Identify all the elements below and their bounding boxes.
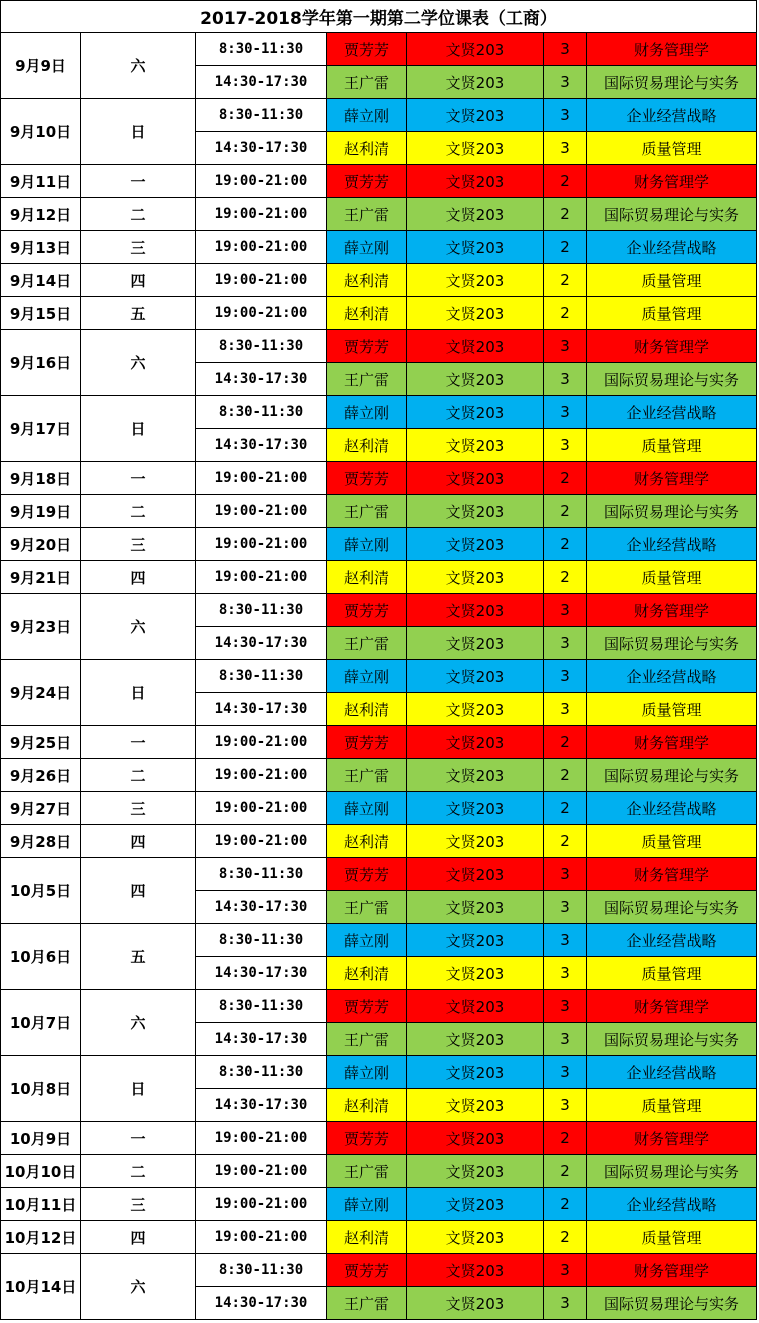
- time-cell: 19:00-21:00: [196, 1221, 327, 1254]
- weekday-cell: 一: [81, 726, 196, 759]
- teacher-cell: 贾芳芳: [327, 33, 407, 66]
- course-cell: 财务管理学: [587, 726, 757, 759]
- time-cell: 19:00-21:00: [196, 198, 327, 231]
- hours-cell: 3: [544, 1056, 587, 1089]
- teacher-cell: 薛立刚: [327, 1056, 407, 1089]
- teacher-cell: 王广雷: [327, 363, 407, 396]
- hours-cell: 3: [544, 1287, 587, 1320]
- room-cell: 文贤203: [407, 1188, 544, 1221]
- hours-cell: 3: [544, 957, 587, 990]
- hours-cell: 3: [544, 429, 587, 462]
- time-cell: 19:00-21:00: [196, 462, 327, 495]
- course-cell: 财务管理学: [587, 1122, 757, 1155]
- teacher-cell: 王广雷: [327, 759, 407, 792]
- hours-cell: 2: [544, 759, 587, 792]
- hours-cell: 3: [544, 33, 587, 66]
- room-cell: 文贤203: [407, 759, 544, 792]
- course-cell: 质量管理: [587, 1221, 757, 1254]
- hours-cell: 3: [544, 990, 587, 1023]
- room-cell: 文贤203: [407, 132, 544, 165]
- time-cell: 19:00-21:00: [196, 561, 327, 594]
- teacher-cell: 薛立刚: [327, 660, 407, 693]
- date-cell: 9月10日: [0, 99, 81, 165]
- teacher-cell: 薛立刚: [327, 396, 407, 429]
- course-cell: 财务管理学: [587, 594, 757, 627]
- course-cell: 国际贸易理论与实务: [587, 1155, 757, 1188]
- weekday-cell: 六: [81, 1254, 196, 1320]
- time-cell: 19:00-21:00: [196, 1122, 327, 1155]
- room-cell: 文贤203: [407, 231, 544, 264]
- teacher-cell: 赵利清: [327, 693, 407, 726]
- course-cell: 财务管理学: [587, 33, 757, 66]
- weekday-cell: 三: [81, 231, 196, 264]
- time-cell: 14:30-17:30: [196, 627, 327, 660]
- date-cell: 10月7日: [0, 990, 81, 1056]
- weekday-cell: 六: [81, 990, 196, 1056]
- time-cell: 8:30-11:30: [196, 396, 327, 429]
- room-cell: 文贤203: [407, 396, 544, 429]
- course-cell: 质量管理: [587, 693, 757, 726]
- course-cell: 质量管理: [587, 561, 757, 594]
- hours-cell: 3: [544, 693, 587, 726]
- weekday-cell: 二: [81, 198, 196, 231]
- teacher-cell: 赵利清: [327, 1089, 407, 1122]
- course-cell: 企业经营战略: [587, 396, 757, 429]
- hours-cell: 2: [544, 264, 587, 297]
- hours-cell: 3: [544, 363, 587, 396]
- date-cell: 9月9日: [0, 33, 81, 99]
- hours-cell: 2: [544, 726, 587, 759]
- course-cell: 国际贸易理论与实务: [587, 1287, 757, 1320]
- date-cell: 9月23日: [0, 594, 81, 660]
- weekday-cell: 日: [81, 99, 196, 165]
- teacher-cell: 赵利清: [327, 825, 407, 858]
- hours-cell: 3: [544, 594, 587, 627]
- room-cell: 文贤203: [407, 330, 544, 363]
- date-cell: 10月11日: [0, 1188, 81, 1221]
- weekday-cell: 三: [81, 528, 196, 561]
- hours-cell: 2: [544, 231, 587, 264]
- teacher-cell: 薛立刚: [327, 792, 407, 825]
- hours-cell: 2: [544, 825, 587, 858]
- room-cell: 文贤203: [407, 561, 544, 594]
- weekday-cell: 四: [81, 1221, 196, 1254]
- time-cell: 14:30-17:30: [196, 132, 327, 165]
- teacher-cell: 赵利清: [327, 561, 407, 594]
- weekday-cell: 二: [81, 1155, 196, 1188]
- time-cell: 14:30-17:30: [196, 363, 327, 396]
- course-cell: 财务管理学: [587, 990, 757, 1023]
- hours-cell: 3: [544, 627, 587, 660]
- time-cell: 8:30-11:30: [196, 858, 327, 891]
- course-cell: 国际贸易理论与实务: [587, 1023, 757, 1056]
- teacher-cell: 赵利清: [327, 429, 407, 462]
- weekday-cell: 一: [81, 462, 196, 495]
- hours-cell: 3: [544, 858, 587, 891]
- course-cell: 质量管理: [587, 825, 757, 858]
- hours-cell: 3: [544, 891, 587, 924]
- teacher-cell: 贾芳芳: [327, 858, 407, 891]
- teacher-cell: 赵利清: [327, 132, 407, 165]
- course-cell: 质量管理: [587, 957, 757, 990]
- date-cell: 10月12日: [0, 1221, 81, 1254]
- date-cell: 9月28日: [0, 825, 81, 858]
- weekday-cell: 四: [81, 858, 196, 924]
- room-cell: 文贤203: [407, 627, 544, 660]
- hours-cell: 2: [544, 1122, 587, 1155]
- room-cell: 文贤203: [407, 594, 544, 627]
- hours-cell: 2: [544, 1188, 587, 1221]
- room-cell: 文贤203: [407, 825, 544, 858]
- date-cell: 9月19日: [0, 495, 81, 528]
- date-cell: 9月24日: [0, 660, 81, 726]
- time-cell: 19:00-21:00: [196, 792, 327, 825]
- hours-cell: 3: [544, 99, 587, 132]
- teacher-cell: 贾芳芳: [327, 462, 407, 495]
- course-cell: 国际贸易理论与实务: [587, 66, 757, 99]
- course-cell: 质量管理: [587, 132, 757, 165]
- course-cell: 国际贸易理论与实务: [587, 627, 757, 660]
- weekday-cell: 二: [81, 759, 196, 792]
- teacher-cell: 王广雷: [327, 495, 407, 528]
- time-cell: 14:30-17:30: [196, 66, 327, 99]
- date-cell: 9月27日: [0, 792, 81, 825]
- time-cell: 8:30-11:30: [196, 660, 327, 693]
- teacher-cell: 薛立刚: [327, 924, 407, 957]
- room-cell: 文贤203: [407, 957, 544, 990]
- course-cell: 企业经营战略: [587, 1056, 757, 1089]
- time-cell: 19:00-21:00: [196, 825, 327, 858]
- room-cell: 文贤203: [407, 264, 544, 297]
- teacher-cell: 贾芳芳: [327, 990, 407, 1023]
- time-cell: 19:00-21:00: [196, 726, 327, 759]
- course-cell: 企业经营战略: [587, 1188, 757, 1221]
- course-cell: 企业经营战略: [587, 792, 757, 825]
- weekday-cell: 五: [81, 297, 196, 330]
- time-cell: 19:00-21:00: [196, 1188, 327, 1221]
- weekday-cell: 日: [81, 1056, 196, 1122]
- time-cell: 14:30-17:30: [196, 429, 327, 462]
- room-cell: 文贤203: [407, 1056, 544, 1089]
- hours-cell: 3: [544, 330, 587, 363]
- course-cell: 财务管理学: [587, 1254, 757, 1287]
- date-cell: 10月10日: [0, 1155, 81, 1188]
- course-cell: 国际贸易理论与实务: [587, 759, 757, 792]
- hours-cell: 2: [544, 1155, 587, 1188]
- teacher-cell: 赵利清: [327, 957, 407, 990]
- time-cell: 8:30-11:30: [196, 330, 327, 363]
- weekday-cell: 二: [81, 495, 196, 528]
- teacher-cell: 王广雷: [327, 891, 407, 924]
- room-cell: 文贤203: [407, 429, 544, 462]
- course-cell: 财务管理学: [587, 858, 757, 891]
- hours-cell: 2: [544, 297, 587, 330]
- teacher-cell: 贾芳芳: [327, 330, 407, 363]
- course-cell: 企业经营战略: [587, 660, 757, 693]
- room-cell: 文贤203: [407, 1155, 544, 1188]
- date-cell: 9月26日: [0, 759, 81, 792]
- room-cell: 文贤203: [407, 1089, 544, 1122]
- course-cell: 国际贸易理论与实务: [587, 363, 757, 396]
- date-cell: 9月25日: [0, 726, 81, 759]
- date-cell: 9月16日: [0, 330, 81, 396]
- course-cell: 财务管理学: [587, 165, 757, 198]
- time-cell: 8:30-11:30: [196, 99, 327, 132]
- course-cell: 企业经营战略: [587, 99, 757, 132]
- course-cell: 国际贸易理论与实务: [587, 495, 757, 528]
- room-cell: 文贤203: [407, 1221, 544, 1254]
- weekday-cell: 一: [81, 1122, 196, 1155]
- teacher-cell: 王广雷: [327, 198, 407, 231]
- weekday-cell: 日: [81, 396, 196, 462]
- hours-cell: 3: [544, 132, 587, 165]
- course-cell: 企业经营战略: [587, 924, 757, 957]
- teacher-cell: 王广雷: [327, 627, 407, 660]
- time-cell: 8:30-11:30: [196, 990, 327, 1023]
- room-cell: 文贤203: [407, 693, 544, 726]
- date-cell: 10月8日: [0, 1056, 81, 1122]
- time-cell: 19:00-21:00: [196, 1155, 327, 1188]
- teacher-cell: 王广雷: [327, 66, 407, 99]
- time-cell: 19:00-21:00: [196, 231, 327, 264]
- teacher-cell: 贾芳芳: [327, 1254, 407, 1287]
- date-cell: 9月15日: [0, 297, 81, 330]
- date-cell: 10月5日: [0, 858, 81, 924]
- hours-cell: 2: [544, 528, 587, 561]
- room-cell: 文贤203: [407, 33, 544, 66]
- date-cell: 9月12日: [0, 198, 81, 231]
- teacher-cell: 王广雷: [327, 1155, 407, 1188]
- course-cell: 企业经营战略: [587, 231, 757, 264]
- date-cell: 9月17日: [0, 396, 81, 462]
- date-cell: 9月18日: [0, 462, 81, 495]
- hours-cell: 2: [544, 165, 587, 198]
- room-cell: 文贤203: [407, 462, 544, 495]
- hours-cell: 3: [544, 1254, 587, 1287]
- course-cell: 国际贸易理论与实务: [587, 891, 757, 924]
- time-cell: 19:00-21:00: [196, 759, 327, 792]
- weekday-cell: 六: [81, 594, 196, 660]
- time-cell: 14:30-17:30: [196, 957, 327, 990]
- hours-cell: 3: [544, 66, 587, 99]
- date-cell: 9月14日: [0, 264, 81, 297]
- date-cell: 9月11日: [0, 165, 81, 198]
- date-cell: 9月20日: [0, 528, 81, 561]
- course-cell: 财务管理学: [587, 330, 757, 363]
- room-cell: 文贤203: [407, 660, 544, 693]
- course-cell: 质量管理: [587, 1089, 757, 1122]
- hours-cell: 3: [544, 396, 587, 429]
- room-cell: 文贤203: [407, 297, 544, 330]
- room-cell: 文贤203: [407, 792, 544, 825]
- room-cell: 文贤203: [407, 495, 544, 528]
- time-cell: 19:00-21:00: [196, 495, 327, 528]
- time-cell: 8:30-11:30: [196, 33, 327, 66]
- room-cell: 文贤203: [407, 1023, 544, 1056]
- date-cell: 10月6日: [0, 924, 81, 990]
- room-cell: 文贤203: [407, 990, 544, 1023]
- course-cell: 财务管理学: [587, 462, 757, 495]
- time-cell: 19:00-21:00: [196, 165, 327, 198]
- course-cell: 国际贸易理论与实务: [587, 198, 757, 231]
- hours-cell: 3: [544, 1023, 587, 1056]
- date-cell: 10月14日: [0, 1254, 81, 1320]
- time-cell: 8:30-11:30: [196, 1254, 327, 1287]
- room-cell: 文贤203: [407, 99, 544, 132]
- time-cell: 8:30-11:30: [196, 924, 327, 957]
- teacher-cell: 贾芳芳: [327, 594, 407, 627]
- room-cell: 文贤203: [407, 726, 544, 759]
- course-cell: 质量管理: [587, 264, 757, 297]
- weekday-cell: 五: [81, 924, 196, 990]
- teacher-cell: 贾芳芳: [327, 165, 407, 198]
- hours-cell: 3: [544, 660, 587, 693]
- teacher-cell: 赵利清: [327, 264, 407, 297]
- weekday-cell: 一: [81, 165, 196, 198]
- weekday-cell: 六: [81, 33, 196, 99]
- schedule-title: 2017-2018学年第一期第二学位课表（工商）: [0, 0, 757, 33]
- hours-cell: 2: [544, 561, 587, 594]
- time-cell: 14:30-17:30: [196, 891, 327, 924]
- hours-cell: 3: [544, 1089, 587, 1122]
- time-cell: 19:00-21:00: [196, 297, 327, 330]
- teacher-cell: 薛立刚: [327, 1188, 407, 1221]
- time-cell: 19:00-21:00: [196, 528, 327, 561]
- room-cell: 文贤203: [407, 891, 544, 924]
- room-cell: 文贤203: [407, 858, 544, 891]
- teacher-cell: 赵利清: [327, 1221, 407, 1254]
- room-cell: 文贤203: [407, 66, 544, 99]
- room-cell: 文贤203: [407, 1287, 544, 1320]
- room-cell: 文贤203: [407, 924, 544, 957]
- teacher-cell: 王广雷: [327, 1287, 407, 1320]
- weekday-cell: 三: [81, 792, 196, 825]
- date-cell: 9月13日: [0, 231, 81, 264]
- teacher-cell: 薛立刚: [327, 231, 407, 264]
- time-cell: 19:00-21:00: [196, 264, 327, 297]
- course-cell: 质量管理: [587, 429, 757, 462]
- weekday-cell: 四: [81, 561, 196, 594]
- teacher-cell: 薛立刚: [327, 99, 407, 132]
- weekday-cell: 三: [81, 1188, 196, 1221]
- hours-cell: 2: [544, 495, 587, 528]
- course-cell: 质量管理: [587, 297, 757, 330]
- hours-cell: 2: [544, 1221, 587, 1254]
- weekday-cell: 日: [81, 660, 196, 726]
- room-cell: 文贤203: [407, 1122, 544, 1155]
- teacher-cell: 王广雷: [327, 1023, 407, 1056]
- teacher-cell: 赵利清: [327, 297, 407, 330]
- time-cell: 14:30-17:30: [196, 1287, 327, 1320]
- course-cell: 企业经营战略: [587, 528, 757, 561]
- time-cell: 14:30-17:30: [196, 1023, 327, 1056]
- hours-cell: 2: [544, 462, 587, 495]
- room-cell: 文贤203: [407, 165, 544, 198]
- room-cell: 文贤203: [407, 1254, 544, 1287]
- room-cell: 文贤203: [407, 198, 544, 231]
- hours-cell: 2: [544, 792, 587, 825]
- time-cell: 14:30-17:30: [196, 1089, 327, 1122]
- room-cell: 文贤203: [407, 528, 544, 561]
- hours-cell: 2: [544, 198, 587, 231]
- date-cell: 9月21日: [0, 561, 81, 594]
- weekday-cell: 六: [81, 330, 196, 396]
- date-cell: 10月9日: [0, 1122, 81, 1155]
- time-cell: 8:30-11:30: [196, 594, 327, 627]
- teacher-cell: 贾芳芳: [327, 726, 407, 759]
- weekday-cell: 四: [81, 264, 196, 297]
- time-cell: 8:30-11:30: [196, 1056, 327, 1089]
- teacher-cell: 薛立刚: [327, 528, 407, 561]
- hours-cell: 3: [544, 924, 587, 957]
- weekday-cell: 四: [81, 825, 196, 858]
- teacher-cell: 贾芳芳: [327, 1122, 407, 1155]
- time-cell: 14:30-17:30: [196, 693, 327, 726]
- room-cell: 文贤203: [407, 363, 544, 396]
